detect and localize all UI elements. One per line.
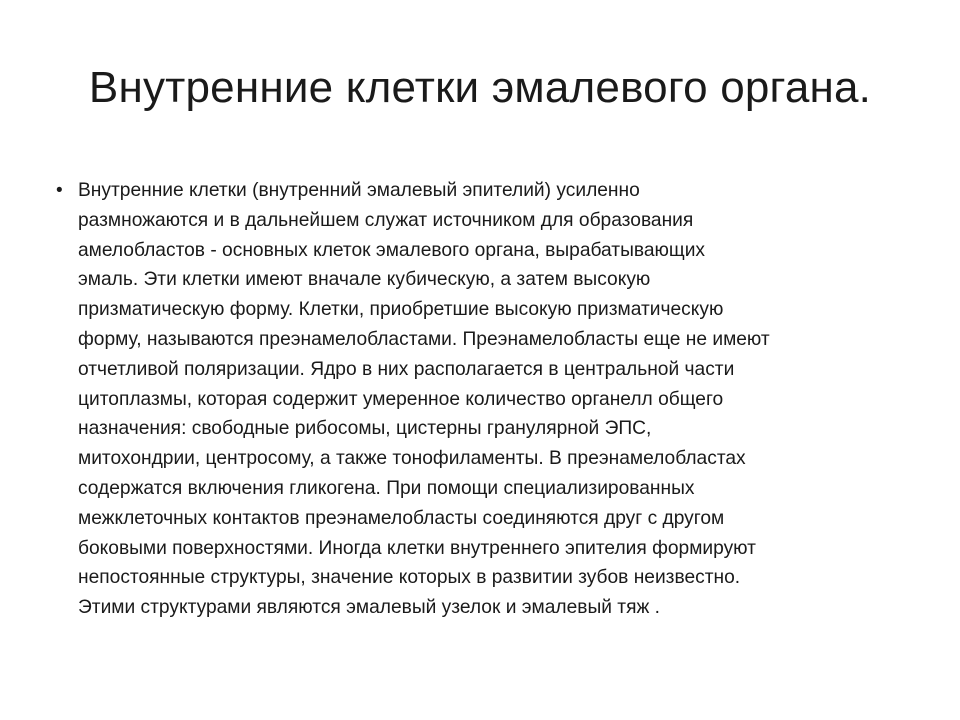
paragraph-line: эмаль. Эти клетки имеют вначале кубическую, а затем высокую bbox=[78, 269, 651, 291]
paragraph-line: митохондрии, центросому, а также тонофиламенты. В преэнамелобластах bbox=[78, 448, 746, 470]
bullet-paragraph bbox=[78, 176, 906, 623]
paragraph-line: размножаются и в дальнейшем служат источником для образования bbox=[78, 209, 694, 231]
paragraph-line: форму, называются преэнамелобластами. Преэнамелобласты еще не имеют bbox=[78, 328, 770, 350]
slide-title: Внутренние клетки эмалевого органа. bbox=[88, 63, 872, 112]
paragraph-line: призматическую форму. Клетки, приобретшие высокую призматическую bbox=[78, 299, 724, 321]
paragraph-line: межклеточных контактов преэнамелобласты соединяются друг с другом bbox=[78, 507, 725, 529]
paragraph-line: амелобластов - основных клеток эмалевого органа, вырабатывающих bbox=[78, 239, 706, 261]
paragraph-line: содержатся включения гликогена. При помощи специализированных bbox=[78, 477, 695, 499]
paragraph-line: непостоянные структуры, значение которых в развитии зубов неизвестно. bbox=[78, 567, 741, 589]
paragraph-line: цитоплазмы, которая содержит умеренное количество органелл общего bbox=[78, 388, 724, 410]
bullet-item bbox=[56, 176, 906, 623]
paragraph-line: Внутренние клетки (внутренний эмалевый эпителий) усиленно bbox=[78, 180, 640, 201]
bullet-icon: • bbox=[56, 180, 63, 201]
paragraph-line: назначения: свободные рибосомы, цистерны гранулярной ЭПС, bbox=[78, 418, 652, 440]
bullet-list bbox=[56, 176, 906, 623]
paragraph-line: Этими структурами являются эмалевый узелок и эмалевый тяж . bbox=[78, 597, 660, 619]
paragraph-line: боковыми поверхностями. Иногда клетки внутреннего эпителия формируют bbox=[78, 537, 756, 559]
paragraph-line: отчетливой поляризации. Ядро в них располагается в центральной части bbox=[78, 358, 735, 380]
